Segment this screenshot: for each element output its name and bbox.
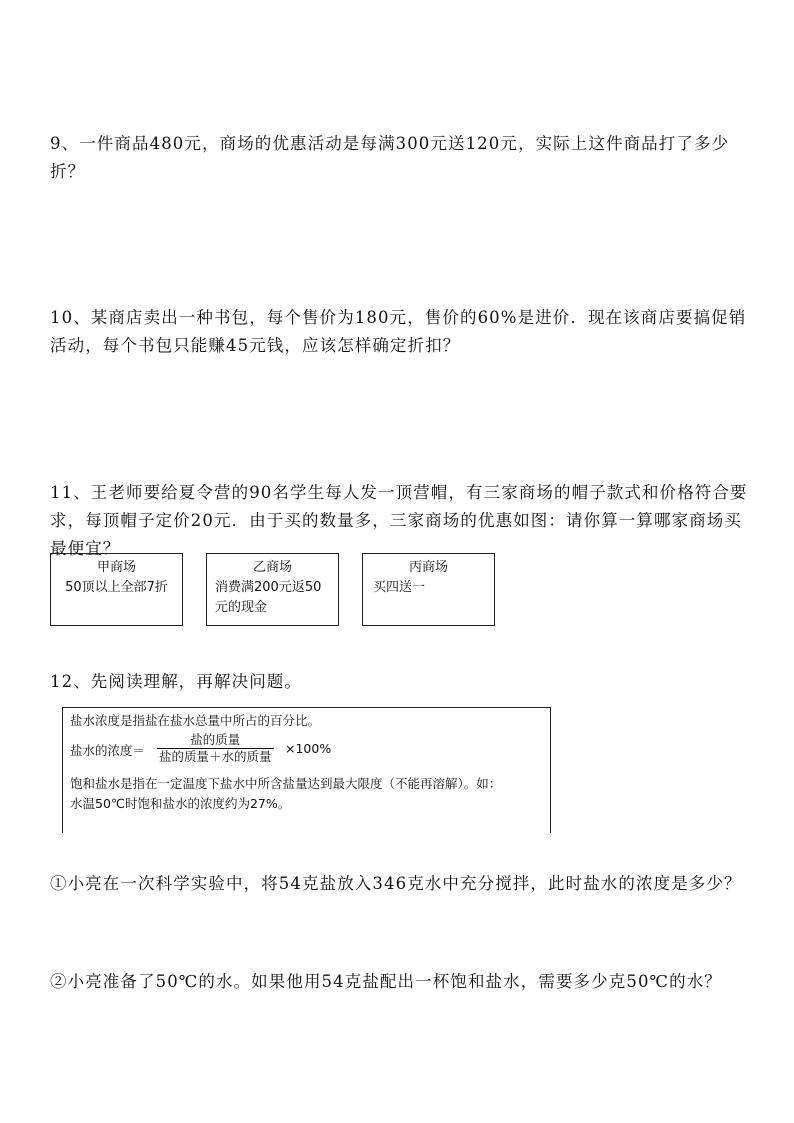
formula-fraction bbox=[157, 730, 274, 765]
question-9: 9、一件商品480元，商场的优惠活动是每满300元送120元，实际上这件商品打了多少折？ bbox=[50, 134, 730, 181]
store-a-box bbox=[50, 553, 183, 626]
store-b-offer: 消费满200元返50元的现金 bbox=[215, 580, 322, 615]
store-b-name: 乙商场 bbox=[252, 560, 292, 575]
formula-numerator: 盐的质量 bbox=[190, 732, 241, 747]
question-11: 11、王老师要给夏令营的90名学生每人发一顶营帽，有三家商场的帽子款式和价格符合要求，每顶帽子定价20元．由于买的数量多，三家商场的优惠如图：请你算一算哪家商场买最便宜？ bbox=[50, 483, 748, 558]
question-12: 12、先阅读理解，再解决问题。 bbox=[50, 672, 302, 691]
definition-line-3: 饱和盐水是指在一定温度下盐水中所含盐量达到最大限度（不能再溶解）。如： bbox=[70, 776, 502, 791]
store-a-name: 甲商场 bbox=[96, 560, 136, 575]
definition-line-1: 盐水浓度是指盐在盐水总量中所占的百分比。 bbox=[70, 713, 321, 728]
question-10: 10、某商店卖出一种书包，每个售价为180元，售价的60%是进价．现在该商店要搞促销活动，每个书包只能赚45元钱，应该怎样确定折扣？ bbox=[50, 308, 747, 355]
formula-denominator: 盐的质量＋水的质量 bbox=[159, 749, 272, 764]
store-a-offer: 50顶以上全部7折 bbox=[65, 580, 168, 595]
sub-question-2: ②小亮准备了50℃的水。如果他用54克盐配出一杯饱和盐水，需要多少克50℃的水？ bbox=[50, 972, 722, 991]
store-b-box bbox=[206, 553, 339, 626]
store-c-box bbox=[362, 553, 495, 626]
sub-question-1: ①小亮在一次科学实验中，将54克盐放入346克水中充分搅拌，此时盐水的浓度是多少？ bbox=[50, 874, 742, 893]
formula-prefix: 盐水的浓度＝ bbox=[70, 743, 146, 758]
definition-line-4: 水温50℃时饱和盐水的浓度约为27%。 bbox=[70, 796, 291, 811]
definition-box bbox=[62, 707, 551, 833]
formula-suffix: ×100% bbox=[285, 741, 332, 756]
store-c-offer: 买四送一 bbox=[373, 580, 426, 595]
store-c-name: 丙商场 bbox=[408, 560, 448, 575]
